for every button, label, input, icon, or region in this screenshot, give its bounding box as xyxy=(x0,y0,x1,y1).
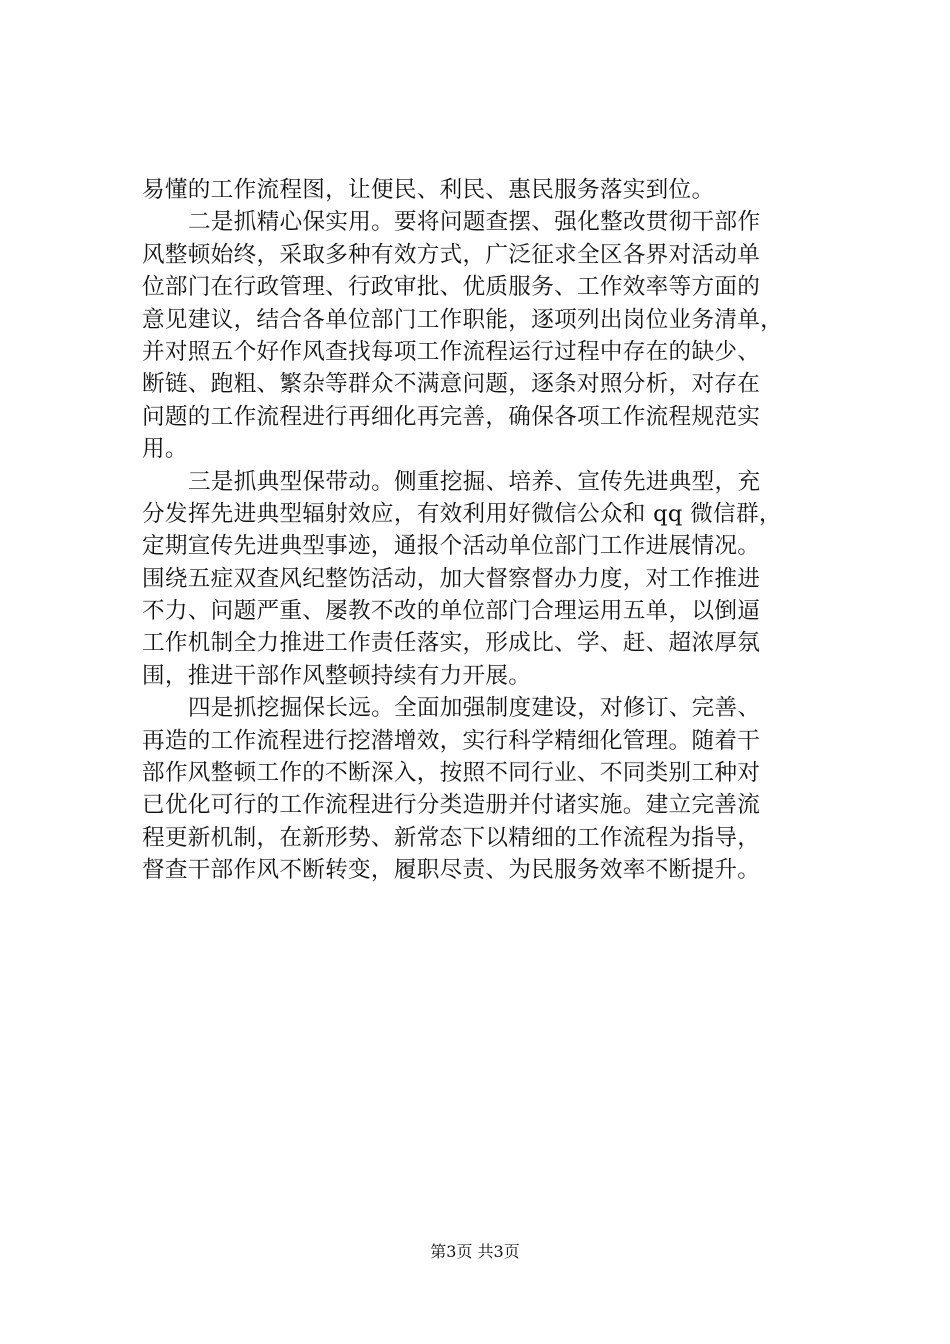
text-line: 三是抓典型保带动。侧重挖掘、培养、宣传先进典型，充 xyxy=(188,468,761,495)
text-line: 并对照五个好作风查找每项工作流程运行过程中存在的缺少、 xyxy=(142,338,761,365)
text-line: 工作机制全力推进工作责任落实，形成比、学、赶、超浓厚氛 xyxy=(142,630,761,657)
paragraph xyxy=(142,174,814,206)
text-line: 部作风整顿工作的不断深入，按照不同行业、不同类别工种对 xyxy=(142,760,761,787)
page-footer xyxy=(0,1242,950,1262)
text-line: 已优化可行的工作流程进行分类造册并付诸实施。建立完善流 xyxy=(142,792,761,819)
text-line: 四是抓挖掘保长远。全面加强制度建设，对修订、完善、 xyxy=(188,695,761,722)
text-line: 问题的工作流程进行再细化再完善，确保各项工作流程规范实 xyxy=(142,403,761,430)
text-line: 再造的工作流程进行挖潜增效，实行科学精细化管理。随着干 xyxy=(142,727,761,754)
paragraph xyxy=(142,692,814,886)
text-line: 易懂的工作流程图，让便民、利民、惠民服务落实到位。 xyxy=(142,177,715,203)
text-line: 程更新机制，在新形势、新常态下以精细的工作流程为指导， xyxy=(142,824,761,851)
paragraph xyxy=(142,206,814,465)
text-line: 风整顿始终，采取多种有效方式，广泛征求全区各界对活动单 xyxy=(142,241,761,268)
text-line: 断链、跑粗、繁杂等群众不满意问题，逐条对照分析，对存在 xyxy=(142,371,761,398)
paragraph xyxy=(142,466,814,693)
text-line: 督查干部作风不断转变，履职尽责、为民服务效率不断提升。 xyxy=(142,857,761,884)
text-line: 围绕五症双查风纪整饬活动，加大督察督办力度，对工作推进 xyxy=(142,565,761,592)
text-line: 用。 xyxy=(142,436,188,463)
page-number-label: 第3页 共3页 xyxy=(430,1242,520,1261)
text-line: 二是抓精心保实用。要将问题查摆、强化整改贯彻干部作 xyxy=(188,209,761,236)
text-line: 定期宣传先进典型事迹，通报个活动单位部门工作进展情况。 xyxy=(142,533,761,560)
document-body xyxy=(142,174,814,887)
text-line: 位部门在行政管理、行政审批、优质服务、工作效率等方面的 xyxy=(142,274,761,301)
text-line: 意见建议，结合各单位部门工作职能，逐项列出岗位业务清单， xyxy=(142,306,784,333)
text-line: 不力、问题严重、屡教不改的单位部门合理运用五单，以倒逼 xyxy=(142,598,761,625)
text-line: 围，推进干部作风整顿持续有力开展。 xyxy=(142,662,532,689)
text-line: 分发挥先进典型辐射效应，有效利用好微信公众和 qq 微信群， xyxy=(142,500,782,527)
